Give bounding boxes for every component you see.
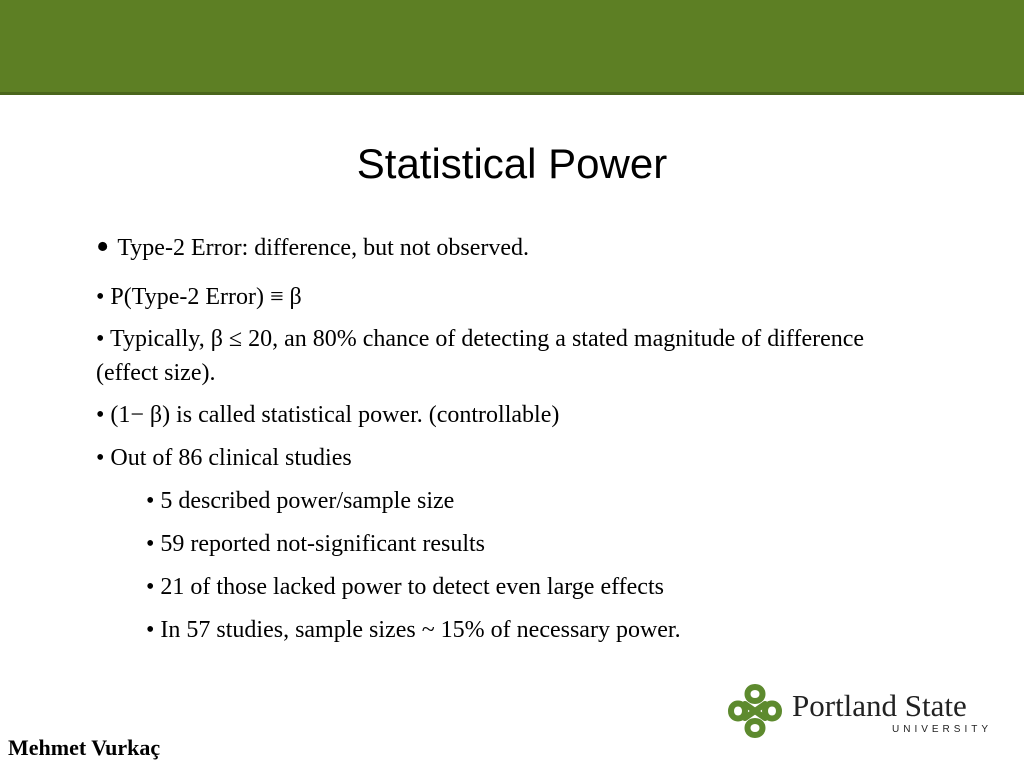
logo-wordmark: Portland State	[792, 688, 967, 723]
bullet-5: • Out of 86 clinical studies	[96, 445, 352, 471]
logo-subtitle: UNIVERSITY	[892, 724, 993, 735]
author-name: Mehmet Vurkaç	[8, 735, 161, 760]
university-logo	[728, 684, 998, 740]
bullet-1	[96, 226, 530, 268]
bullet-1-text: Type-2 Error: difference, but not observed.	[117, 235, 530, 261]
psu-knot-icon	[728, 684, 782, 738]
bullet-marker: •	[96, 226, 110, 268]
slide-title: Statistical Power	[356, 140, 668, 187]
bullet-3: • Typically, β ≤ 20, an 80% chance of detecting a stated magnitude of difference (effect size).	[96, 326, 865, 386]
sub-bullet-1: • 5 described power/sample size	[146, 488, 455, 514]
bullet-4: • (1− β) is called statistical power. (controllable)	[96, 402, 560, 428]
sub-bullet-4: • In 57 studies, sample sizes ~ 15% of necessary power.	[146, 617, 681, 643]
header-band	[0, 0, 1024, 95]
sub-bullet-2: • 59 reported not-significant results	[146, 531, 485, 557]
bullet-2: • P(Type-2 Error) ≡ β	[96, 284, 302, 310]
sub-bullet-3: • 21 of those lacked power to detect even large effects	[146, 574, 664, 600]
